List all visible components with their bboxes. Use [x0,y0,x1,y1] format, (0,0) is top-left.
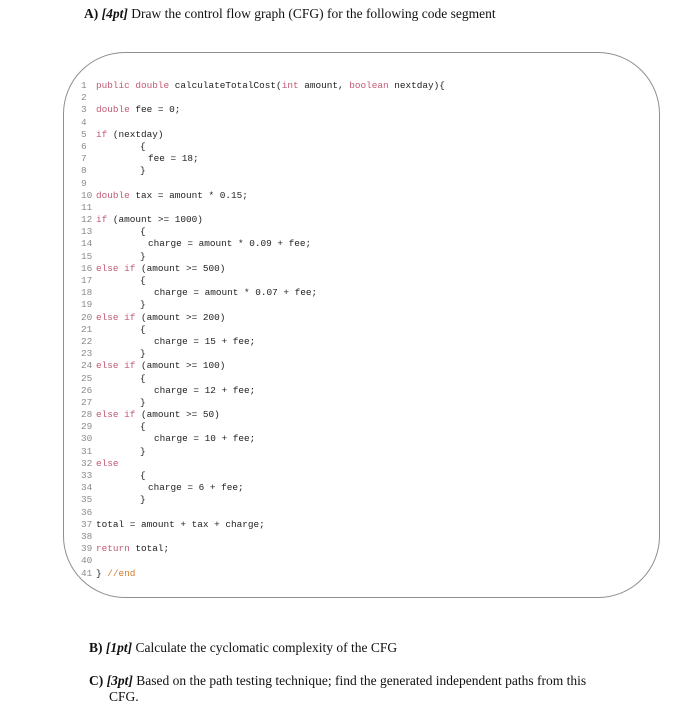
code-line [81,373,445,385]
code-line [81,202,445,214]
code-token: total; [135,543,170,555]
code-token: fee = 18; [148,153,199,165]
line-number: 25 [81,372,93,384]
code-token: { [140,323,146,335]
line-number: 40 [81,555,93,567]
code-keyword: double [96,189,136,201]
code-line [81,129,445,141]
code-token: charge = 15 + fee; [154,335,256,347]
line-number: 1 [81,80,87,91]
question-c-text-line2: CFG. [109,689,139,704]
code-text [96,214,203,226]
line-number: 21 [81,323,93,335]
code-token: tax = amount * 0.15; [135,189,248,201]
code-token: (amount >= 100) [141,360,226,372]
line-number: 9 [81,177,87,189]
code-token: } [140,396,146,408]
code-text [96,568,135,580]
code-text [140,324,146,336]
line-number: 31 [81,445,93,457]
question-c-points: [3pt] [106,673,133,688]
code-text [140,226,146,238]
question-a-text: Draw the control flow graph (CFG) for the following code segment [127,6,496,21]
code-keyword: boolean [349,80,395,91]
code-line [81,507,445,519]
code-token: { [140,372,146,384]
code-line [81,287,445,299]
code-text [140,299,146,311]
line-number: 33 [81,470,93,481]
code-keyword: else if [96,262,142,274]
code-token: (amount >= 500) [141,262,226,274]
question-b-points: [1pt] [105,640,133,655]
code-token: charge = 6 + fee; [148,482,244,494]
code-keyword: int [281,80,305,91]
code-token: { [140,226,146,238]
code-token: } [140,348,146,360]
line-number: 28 [81,409,93,421]
code-line [81,226,445,238]
line-number: 11 [81,201,93,213]
code-text [140,397,146,409]
question-b-prefix: B) [89,640,103,655]
question-b [89,640,397,656]
line-number: 37 [81,518,93,530]
code-text [140,275,146,287]
code-text [96,190,248,202]
question-a [84,6,496,22]
line-number: 15 [81,250,93,262]
code-line [81,543,445,555]
code-keyword: else if [96,409,142,421]
code-text [140,470,146,482]
code-line [81,409,445,421]
code-text [96,519,265,531]
code-token: charge = 12 + fee; [154,384,256,396]
code-token: } [96,567,108,579]
code-line [81,104,445,116]
code-token: { [140,470,146,481]
line-number: 10 [81,189,93,201]
code-text [154,287,317,299]
code-text [140,421,146,433]
line-number: 29 [81,421,93,433]
code-token: } [140,494,146,506]
code-token: calculateTotalCost( [174,80,282,91]
code-text [140,446,146,458]
code-line [81,178,445,190]
line-number: 22 [81,335,93,347]
line-number: 2 [81,92,87,104]
code-listing [81,80,445,580]
code-line [81,446,445,458]
line-number: 12 [81,214,93,226]
line-number: 32 [81,457,93,469]
code-line [81,397,445,409]
line-number: 27 [81,396,93,408]
code-token: } [140,165,146,177]
code-line [81,568,445,580]
line-number: 35 [81,494,93,506]
code-token: (amount >= 200) [141,311,226,323]
code-line [81,421,445,433]
code-text [154,336,255,348]
code-text [96,129,164,141]
code-line [81,141,445,153]
question-b-text: Calculate the cyclomatic complexity of the CFG [132,640,398,655]
code-text [148,153,199,165]
code-line [81,312,445,324]
code-text [140,141,146,153]
code-token: nextday){ [394,80,445,91]
code-keyword: else if [96,360,142,372]
question-c [89,673,586,705]
code-line [81,470,445,482]
code-text [96,360,225,372]
line-number: 13 [81,226,93,238]
line-number: 16 [81,262,93,274]
code-keyword: if [96,214,113,226]
code-line [81,92,445,104]
line-number: 36 [81,506,93,518]
code-line [81,80,445,92]
code-keyword: double [96,104,136,116]
code-line [81,153,445,165]
line-number: 6 [81,140,87,152]
code-text [140,373,146,385]
code-line [81,324,445,336]
line-number: 4 [81,116,87,128]
code-line [81,165,445,177]
code-text [96,80,445,92]
code-token: } [140,445,146,457]
code-text [140,251,146,263]
code-keyword: return [96,543,136,555]
code-text [96,104,180,116]
code-text [154,385,255,397]
code-line [81,190,445,202]
code-line [81,348,445,360]
code-text [154,433,255,445]
code-token: (amount >= 50) [141,409,220,421]
code-text [148,238,311,250]
code-text [96,458,119,470]
code-keyword: else [96,457,119,469]
code-token: charge = amount * 0.07 + fee; [154,287,318,299]
code-text [140,494,146,506]
code-token: } [140,250,146,262]
code-token: fee = 0; [135,104,181,116]
code-line [81,482,445,494]
code-keyword: if [96,128,113,140]
question-a-points: [4pt] [101,6,128,21]
line-number: 18 [81,287,93,299]
code-token: total = amount + tax + charge; [96,518,265,530]
code-line [81,433,445,445]
code-keyword: else if [96,311,142,323]
code-token: } [140,299,146,311]
code-line [81,238,445,250]
line-number: 7 [81,153,87,165]
code-line [81,275,445,287]
code-token: { [140,275,146,286]
line-number: 23 [81,348,93,360]
code-line [81,458,445,470]
line-number: 14 [81,238,93,250]
code-token: (amount >= 1000) [112,214,203,226]
question-c-prefix: C) [89,673,104,688]
line-number: 30 [81,433,93,445]
code-text [96,263,225,275]
code-text [96,543,169,555]
code-token: amount, [304,80,350,91]
question-c-text: Based on the path testing technique; find the generated independent paths from this [132,673,587,688]
line-number: 41 [81,567,93,579]
code-token: charge = amount * 0.09 + fee; [148,238,312,250]
code-text [140,348,146,360]
code-comment: //end [107,567,136,579]
code-text [148,482,244,494]
line-number: 8 [81,165,87,177]
line-number: 24 [81,360,93,372]
line-number: 20 [81,311,93,323]
code-token: (nextday) [112,128,164,140]
code-keyword: public [96,80,136,91]
line-number: 39 [81,543,93,555]
code-line [81,336,445,348]
line-number: 5 [81,128,87,140]
code-line [81,360,445,372]
line-number: 17 [81,275,93,286]
code-line [81,214,445,226]
code-token: { [140,140,146,152]
code-text [140,165,146,177]
code-line [81,531,445,543]
line-number: 38 [81,530,93,542]
line-number: 19 [81,299,93,311]
line-number: 34 [81,482,93,494]
code-line [81,385,445,397]
question-a-prefix: A) [84,6,99,21]
code-line [81,555,445,567]
code-line [81,117,445,129]
code-line [81,263,445,275]
line-number: 26 [81,384,93,396]
code-token: charge = 10 + fee; [154,433,256,445]
code-line [81,519,445,531]
code-line [81,299,445,311]
code-token: { [140,421,146,433]
code-text [96,312,225,324]
code-keyword: double [135,80,175,91]
code-line [81,494,445,506]
line-number: 3 [81,104,87,116]
code-line [81,251,445,263]
code-text [96,409,220,421]
